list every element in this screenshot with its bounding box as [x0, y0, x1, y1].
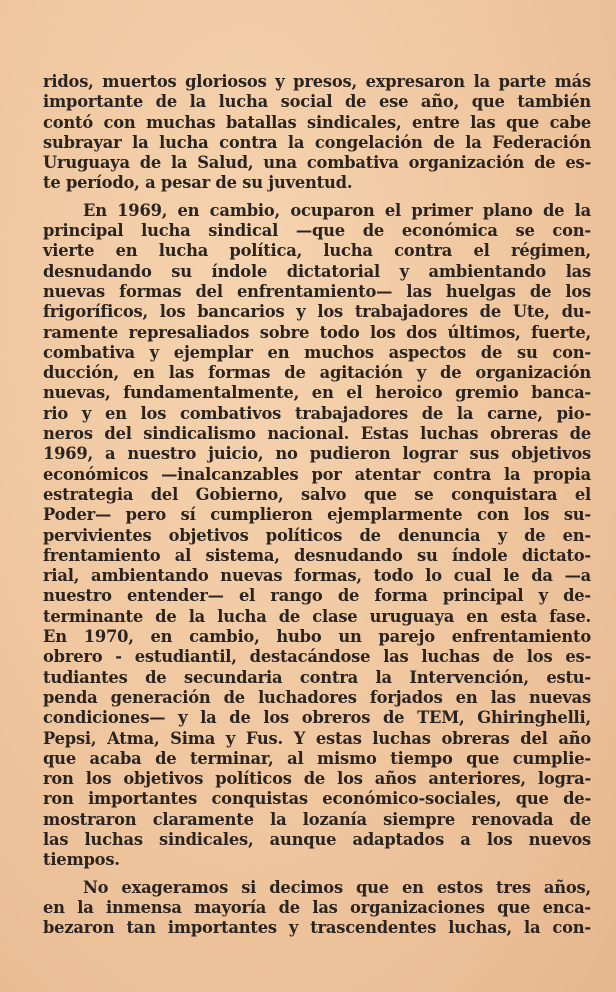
- text-line: En 1969, en cambio, ocuparon el primer plano de la: [83, 200, 591, 220]
- text-line: principal lucha sindical —que de económica se con-: [43, 221, 591, 241]
- text-line: mostraron claramente la lozanía siempre renovada de: [43, 809, 591, 829]
- text-line: No exageramos si decimos que en estos tres años,: [83, 877, 591, 897]
- text-line: terminante de la lucha de clase uruguaya en esta fase.: [43, 606, 591, 626]
- text-line: nuevas formas del enfrentamiento— las huelgas de los: [43, 281, 591, 301]
- text-line: en la inmensa mayoría de las organizaciones que enca-: [43, 897, 591, 917]
- text-line: frigoríficos, los bancarios y los trabajadores de Ute, du-: [43, 302, 591, 322]
- text-line: nuestro entender— el rango de forma principal y de-: [43, 586, 591, 606]
- text-line: económicos —inalcanzables por atentar contra la propia: [43, 464, 591, 484]
- text-line: Uruguaya de la Salud, una combativa organización de es-: [43, 153, 591, 173]
- text-line: neros del sindicalismo nacional. Estas luchas obreras de: [43, 424, 591, 444]
- text-line: contó con muchas batallas sindicales, entre las que cabe: [43, 112, 591, 132]
- text-line: subrayar la lucha contra la congelación de la Federación: [43, 132, 591, 152]
- text-line: ducción, en las formas de agitación y de organización: [43, 363, 591, 383]
- book-page-text: [43, 72, 591, 938]
- text-line: condiciones— y la de los obreros de TEM, Ghiringhelli,: [43, 708, 591, 728]
- paragraph: [43, 878, 591, 939]
- text-line: combativa y ejemplar en muchos aspectos de su con-: [43, 342, 591, 362]
- text-line: pervivientes objetivos políticos de denuncia y de en-: [43, 525, 591, 545]
- text-line: penda generación de luchadores forjados en las nuevas: [43, 687, 591, 707]
- text-line: rial, ambientando nuevas formas, todo lo cual le da —a: [43, 566, 591, 586]
- text-line: bezaron tan importantes y trascendentes luchas, la con-: [43, 918, 591, 938]
- text-line: rio y en los combativos trabajadores de la carne, pio-: [43, 403, 591, 423]
- text-line: te período, a pesar de su juventud.: [43, 173, 353, 193]
- text-line: ron importantes conquistas económico-sociales, que de-: [43, 789, 591, 809]
- text-line: ron los objetivos políticos de los años anteriores, logra-: [43, 769, 591, 789]
- text-line: las luchas sindicales, aunque adaptados a los nuevos: [43, 829, 591, 849]
- paragraph: [43, 201, 591, 871]
- text-line: vierte en lucha política, lucha contra el régimen,: [43, 241, 591, 261]
- text-line: ridos, muertos gloriosos y presos, expresaron la parte más: [43, 72, 591, 91]
- paragraph: [43, 72, 591, 194]
- text-line: estrategia del Gobierno, salvo que se conquistara el: [43, 484, 591, 504]
- text-line: Pepsi, Atma, Sima y Fus. Y estas luchas obreras del año: [43, 728, 591, 748]
- text-line: tiempos.: [43, 850, 120, 870]
- text-line: que acaba de terminar, al mismo tiempo que cumplie-: [43, 748, 591, 768]
- text-line: desnudando su índole dictatorial y ambientando las: [43, 261, 591, 281]
- text-line: ramente represaliados sobre todo los dos últimos, fuerte,: [43, 322, 591, 342]
- text-line: tudiantes de secundaria contra la Intervención, estu-: [43, 667, 591, 687]
- text-line: nuevas, fundamentalmente, en el heroico gremio banca-: [43, 383, 591, 403]
- text-line: frentamiento al sistema, desnudando su índole dictato-: [43, 545, 591, 565]
- text-line: 1969, a nuestro juicio, no pudieron lograr sus objetivos: [43, 444, 591, 464]
- text-line: importante de la lucha social de ese año, que también: [43, 92, 591, 112]
- text-line: Poder— pero sí cumplieron ejemplarmente con los su-: [43, 505, 591, 525]
- text-line: En 1970, en cambio, hubo un parejo enfrentamiento: [43, 627, 591, 647]
- text-line: obrero - estudiantil, destacándose las luchas de los es-: [43, 647, 591, 667]
